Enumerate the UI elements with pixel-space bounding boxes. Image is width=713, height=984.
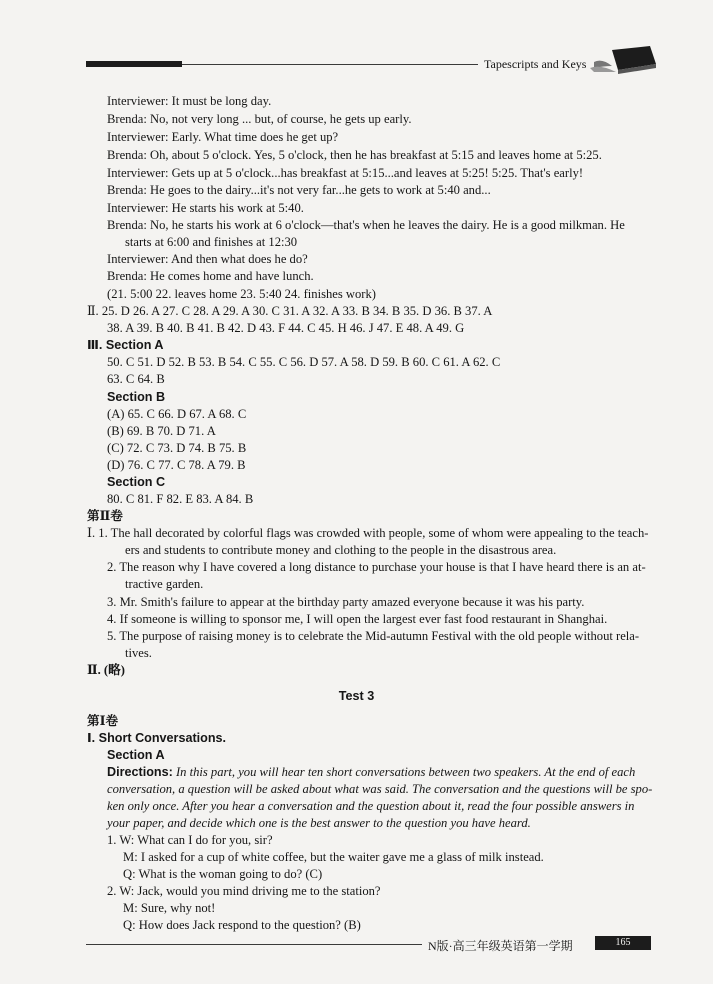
text-line: Brenda: He goes to the dairy...it's not very far...he gets to work at 5:40 and...	[107, 183, 491, 197]
section-heading: Ⅰ. Short Conversations.	[87, 731, 227, 745]
text-line: 1. W: What can I do for you, sir?	[107, 833, 273, 847]
book-icon	[590, 44, 660, 78]
answer-line: (C) 72. C 73. D 74. B 75. B	[107, 441, 247, 455]
text-line: 4. If someone is willing to sponsor me, I will open the largest ever fast food restaurant in Shanghai.	[107, 612, 608, 626]
answer-line: Ⅱ. 25. D 26. A 27. C 28. A 29. A 30. C 31. A 32. A 33. B 34. B 35. D 36. B 37. A	[87, 304, 493, 318]
part-heading: 第Ⅰ卷	[87, 714, 119, 728]
header-rule	[182, 64, 478, 65]
text-line: tractive garden.	[125, 577, 204, 591]
text-line: Interviewer: Gets up at 5 o'clock...has breakfast at 5:15...and leaves at 5:25! 5:25. That's early!	[107, 166, 584, 180]
text-line: 2. W: Jack, would you mind driving me to the station?	[107, 884, 381, 898]
text-line: Interviewer: He starts his work at 5:40.	[107, 201, 304, 215]
text-line: Interviewer: And then what does he do?	[107, 252, 308, 266]
text-line: Q: How does Jack respond to the question? (B)	[123, 918, 361, 932]
part-heading: Ⅱ. (略)	[87, 663, 125, 677]
directions-text: In this part, you will hear ten short conversations between two speakers. At the end of each	[175, 765, 636, 779]
text-line: Interviewer: Early. What time does he get up?	[107, 130, 339, 144]
section-heading: Ⅲ. Section A	[87, 338, 164, 352]
answer-line: (B) 69. B 70. D 71. A	[107, 424, 216, 438]
text-line: Brenda: No, not very long ... but, of course, he gets up early.	[107, 112, 412, 126]
directions-label: Directions:	[107, 765, 173, 779]
directions-line: your paper, and decide which one is the best answer to the question you have heard.	[107, 816, 531, 830]
answer-line: 80. C 81. F 82. E 83. A 84. B	[107, 492, 254, 506]
text-line: M: I asked for a cup of white coffee, but the waiter gave me a glass of milk instead.	[123, 850, 544, 864]
directions-line: ken only once. After you hear a conversation and the question about it, read the four possible answers in	[107, 799, 635, 813]
text-line: 5. The purpose of raising money is to celebrate the Mid-autumn Festival with the old people without rela-	[107, 629, 640, 643]
text-line: starts at 6:00 and finishes at 12:30	[125, 235, 298, 249]
text-line: Brenda: No, he starts his work at 6 o'clock—that's when he leaves the dairy. He is a good milkman. He	[107, 218, 625, 232]
running-header-title: Tapescripts and Keys	[484, 57, 587, 71]
text-line: 2. The reason why I have covered a long distance to purchase your house is that I have heard there is an at-	[107, 560, 646, 574]
test-title: Test 3	[338, 689, 375, 703]
answer-line: 50. C 51. D 52. B 53. B 54. C 55. C 56. D 57. A 58. D 59. B 60. C 61. A 62. C	[107, 355, 501, 369]
directions-line	[107, 764, 635, 780]
text-line: Brenda: Oh, about 5 o'clock. Yes, 5 o'clock, then he has breakfast at 5:15 and leaves home at 5:25.	[107, 148, 602, 162]
text-line: Ⅰ. 1. The hall decorated by colorful flags was crowded with people, some of whom were appealing to the teach-	[87, 526, 649, 540]
footer-book-title: N版·高三年级英语第一学期	[428, 939, 573, 953]
text-line: Q: What is the woman going to do? (C)	[123, 867, 323, 881]
footer-rule	[86, 944, 422, 945]
page-number: 165	[595, 936, 651, 950]
text-line: Interviewer: It must be long day.	[107, 94, 272, 108]
text-line: tives.	[125, 646, 152, 660]
section-heading: Section C	[107, 475, 166, 489]
answer-line: (D) 76. C 77. C 78. A 79. B	[107, 458, 246, 472]
text-line: ers and students to contribute money and clothing to the people in the disastrous area.	[125, 543, 557, 557]
text-line: (21. 5:00 22. leaves home 23. 5:40 24. finishes work)	[107, 287, 376, 301]
section-heading: Section B	[107, 390, 166, 404]
header-rule-thick	[86, 61, 182, 67]
directions-line: conversation, a question will be asked about what was said. The conversation and the questions will be spo-	[107, 782, 653, 796]
answer-line: (A) 65. C 66. D 67. A 68. C	[107, 407, 247, 421]
text-line: 3. Mr. Smith's failure to appear at the birthday party amazed everyone because it was his party.	[107, 595, 585, 609]
part-heading: 第Ⅱ卷	[87, 509, 123, 523]
answer-line: 63. C 64. B	[107, 372, 165, 386]
section-heading: Section A	[107, 748, 165, 762]
text-line: Brenda: He comes home and have lunch.	[107, 269, 314, 283]
answer-line: 38. A 39. B 40. B 41. B 42. D 43. F 44. C 45. H 46. J 47. E 48. A 49. G	[107, 321, 465, 335]
text-line: M: Sure, why not!	[123, 901, 216, 915]
